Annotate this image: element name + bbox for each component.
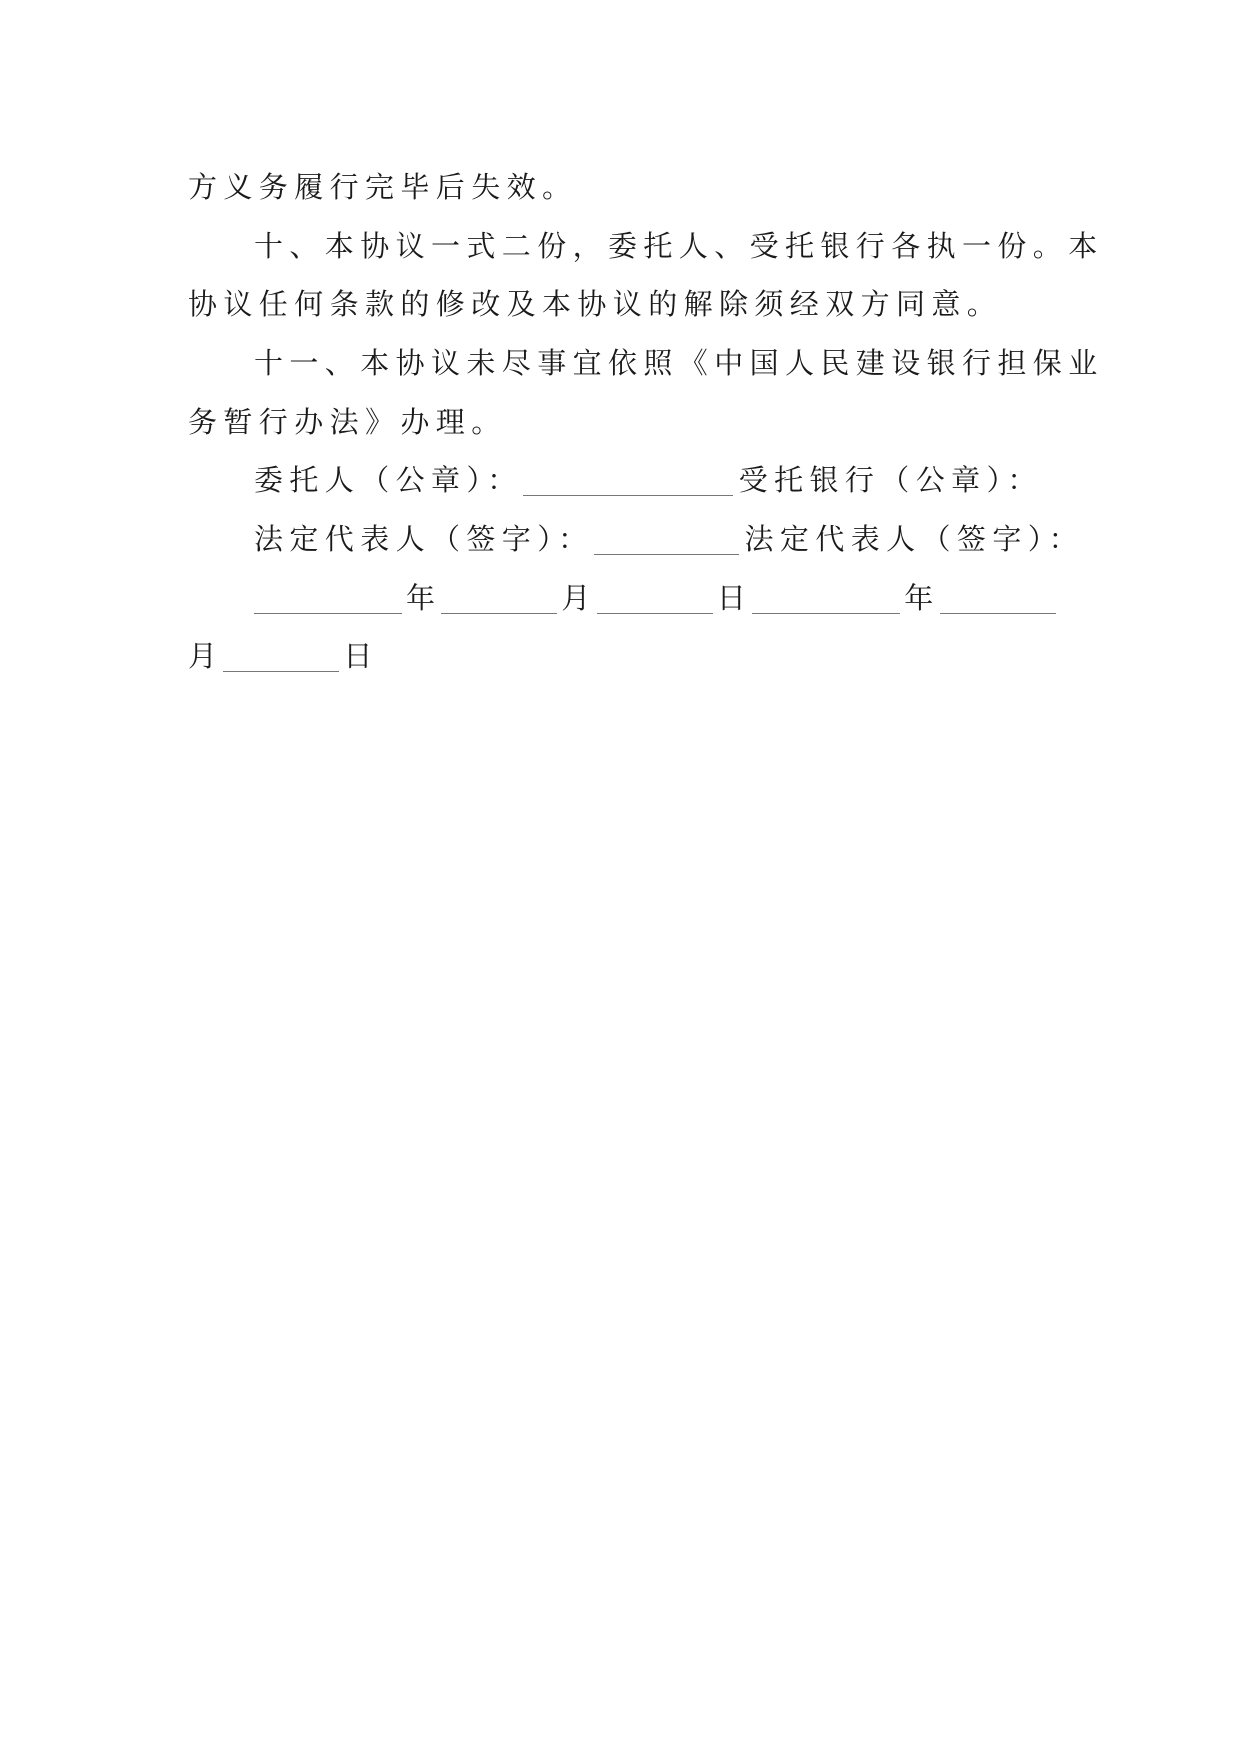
clause-11-line-2: 务暂行办法》办理。 [188,405,507,439]
date-row [254,578,1058,618]
month-label: 月 [188,639,224,673]
principal-seal-blank [523,465,733,496]
day-blank [223,641,339,672]
seal-row [254,460,1058,500]
bank-rep-label: 法定代表人（签字）： [744,522,1085,556]
paragraph-continuation: 方义务履行完毕后失效。 [188,170,578,204]
year-blank [752,583,900,614]
bank-seal-label: 受托银行（公章）： [738,463,1043,497]
clause-10-line-2: 协议任何条款的修改及本协议的解除须经双方同意。 [188,287,1003,321]
date-row-continuation [188,636,1058,676]
signature-row [254,519,1085,559]
principal-rep-label: 法定代表人（签字）： [254,522,594,556]
principal-seal-label: 委托人（公章）： [254,463,523,497]
principal-rep-blank [594,524,739,555]
day-blank [597,583,713,614]
year-label: 年 [904,581,940,615]
month-blank [940,583,1056,614]
year-label: 年 [406,581,442,615]
day-label: 日 [716,581,753,615]
year-blank [254,583,402,614]
clause-10-line-1: 十、本协议一式二份，委托人、受托银行各执一份。本 [254,229,1104,263]
clause-11-line-1: 十一、本协议未尽事宜依照《中国人民建设银行担保业 [254,346,1104,380]
day-label: 日 [343,639,379,673]
month-blank [441,583,557,614]
month-label: 月 [561,581,597,615]
